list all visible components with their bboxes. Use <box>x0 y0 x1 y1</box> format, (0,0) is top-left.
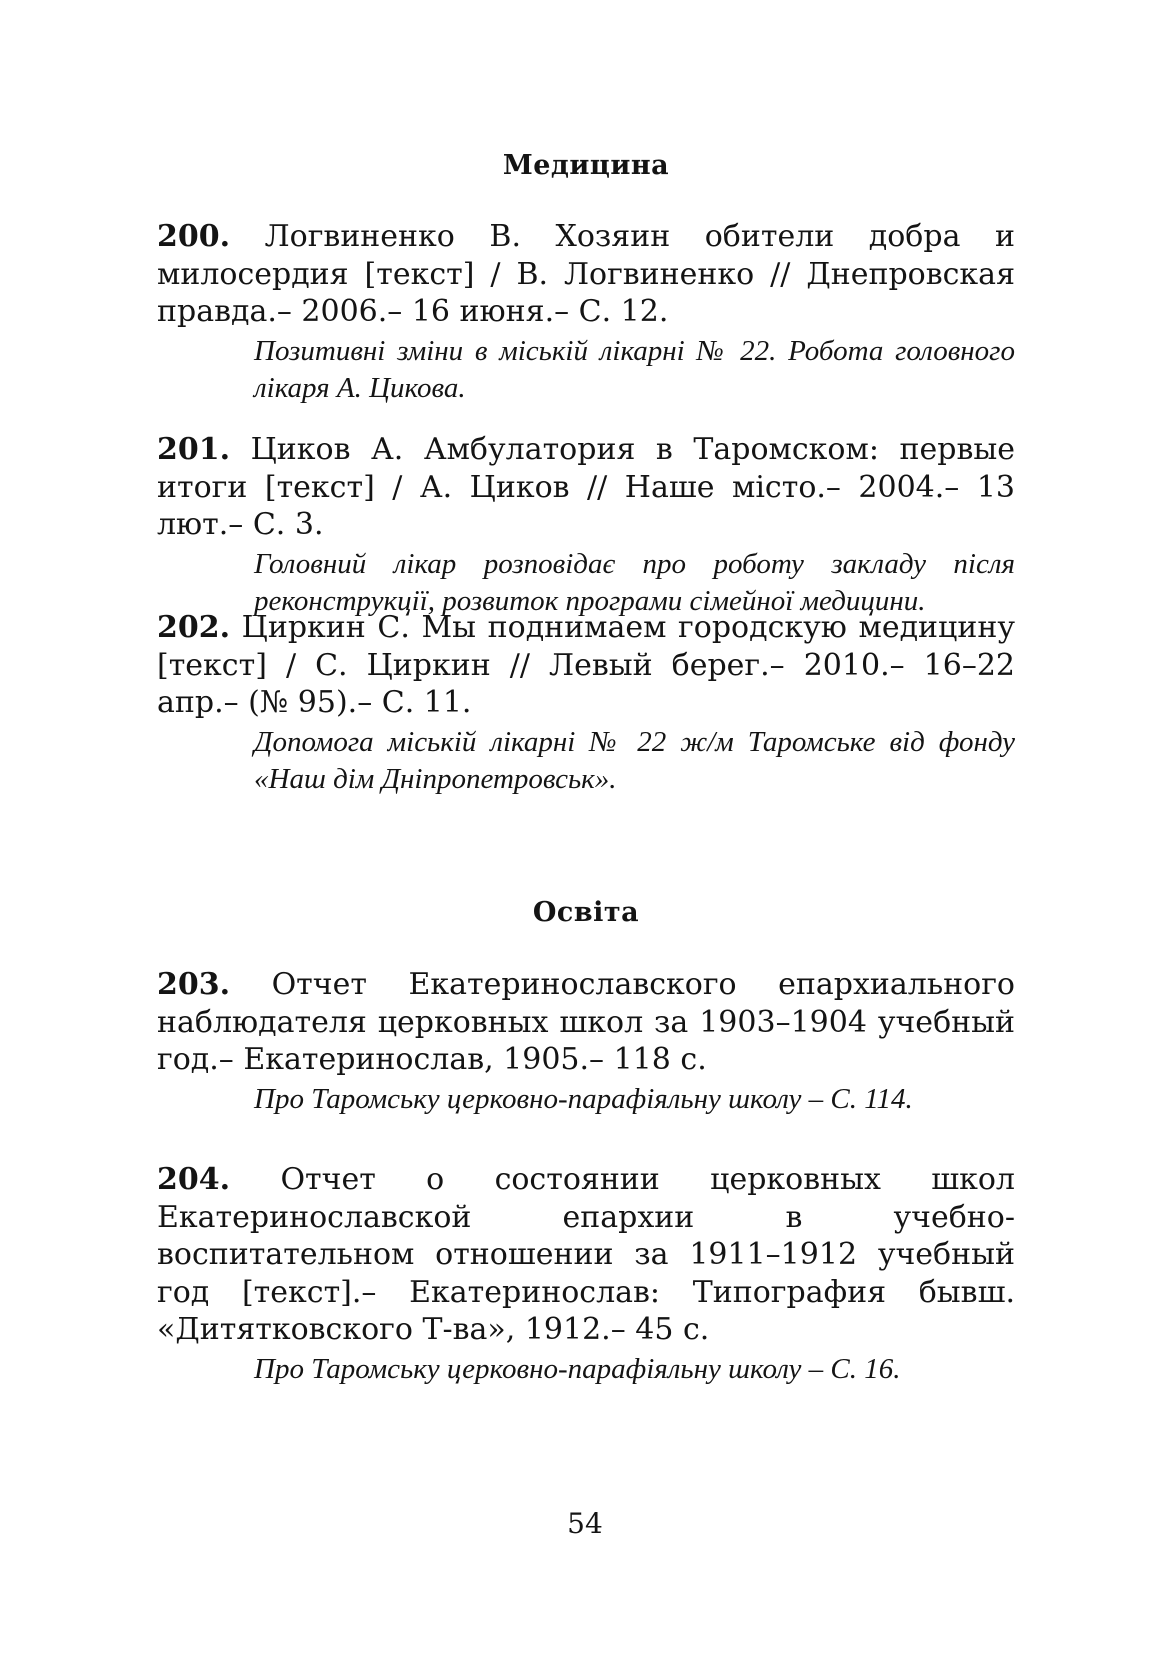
entry-citation <box>157 966 1015 1079</box>
entry-number: 201. <box>157 432 231 467</box>
section-heading-medicine: Медицина <box>502 150 670 181</box>
bibliography-entry-200 <box>157 218 1015 407</box>
bibliography-entry-203 <box>157 966 1015 1118</box>
entry-number: 203. <box>157 967 231 1002</box>
entry-annotation: Допомога міській лікарні № 22 ж/м Таромське від фонду «Наш дім Дніпропетровськ». <box>254 725 1015 795</box>
entry-citation <box>157 609 1015 722</box>
bibliography-entry-204 <box>157 1161 1015 1388</box>
entry-number: 202. <box>157 610 231 645</box>
bibliography-entry-202 <box>157 609 1015 798</box>
entry-citation-text: Циркин С. Мы поднимаем городскую медицину [текст] / С. Циркин // Левый берег.– 2010.– 16–22 апр.– (№ 95).– С. 11. <box>157 610 1015 720</box>
entry-annotation: Позитивні зміни в міській лікарні № 22. Робота головного лікаря А. Цикова. <box>254 334 1015 404</box>
entry-annotation: Про Таромську церковно-парафіяльну школу – С. 114. <box>254 1082 913 1115</box>
entry-citation-text: Логвиненко В. Хозяин обители добра и милосердия [текст] / В. Логвиненко // Днепровская правда.– 2006.– 16 июня.– С. 12. <box>157 219 1015 329</box>
bibliography-entry-201 <box>157 431 1015 620</box>
entry-citation-text: Циков А. Амбулатория в Таромском: первые итоги [текст] / А. Циков // Наше місто.– 2004.– 13 лют.– С. 3. <box>157 432 1015 542</box>
entry-citation <box>157 431 1015 544</box>
entry-annotation: Про Таромську церковно-парафіяльну школу – С. 16. <box>254 1352 901 1385</box>
entry-citation <box>157 1161 1015 1349</box>
entry-citation-text: Отчет Екатеринославского епархиального наблюдателя церковных школ за 1903–1904 учебный год.– Екатеринослав, 1905.– 118 с. <box>157 967 1015 1077</box>
entry-annotation: Головний лікар розповідає про роботу закладу після реконструкції, розвиток програми сімейної медицини. <box>254 547 1015 617</box>
entry-number: 204. <box>157 1162 231 1197</box>
section-heading-education: Освіта <box>532 897 640 928</box>
entry-citation-text: Отчет о состоянии церковных школ Екатеринославской епархии в учебно-воспитательном отношении за 1911–1912 учебный год [текст].– Екатеринослав: Типография бывш. «Дитятковского Т-ва», 1912.– 45 с. <box>157 1162 1015 1347</box>
entry-number: 200. <box>157 219 231 254</box>
page-number: 54 <box>567 1507 603 1540</box>
entry-citation <box>157 218 1015 331</box>
